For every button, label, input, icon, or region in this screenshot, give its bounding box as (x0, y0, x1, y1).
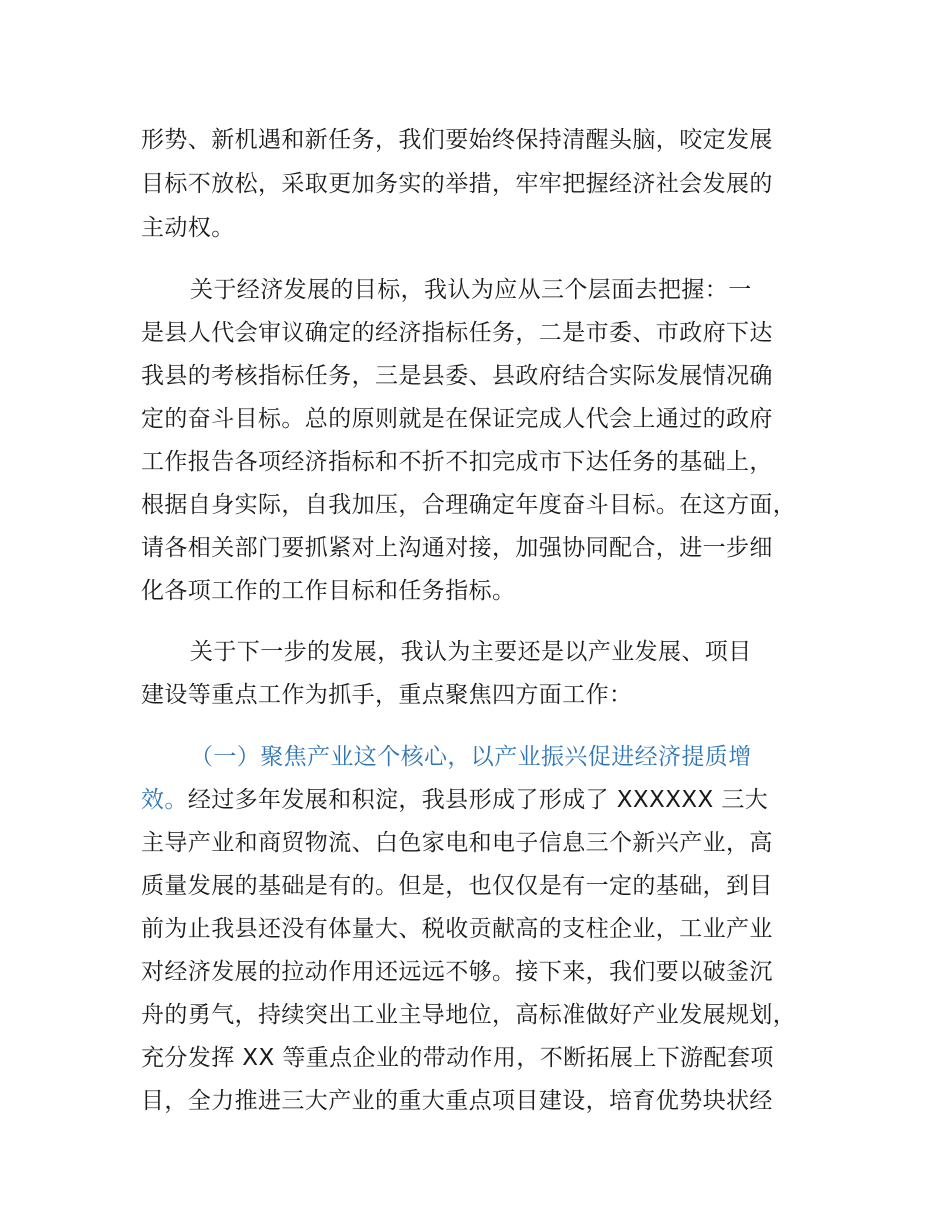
paragraph-4-line-1-text: 经过多年发展和积淀，我县形成了形成了 XXXXXX 三大 (187, 787, 769, 813)
paragraph-2-line-6: 根据自身实际，自我加压，合理确定年度奋斗目标。在这方面， (141, 492, 797, 518)
paragraph-4-line-3: 质量发展的基础是有的。但是，也仅仅是有一定的基础，到目 (141, 873, 773, 899)
paragraph-2-line-4: 定的奋斗目标。总的原则就是在保证完成人代会上通过的政府 (141, 406, 773, 432)
paragraph-3-line-1: 关于下一步的发展，我认为主要还是以产业发展、项目 (190, 639, 752, 665)
paragraph-3-line-2: 建设等重点工作为抓手，重点聚焦四方面工作： (141, 682, 633, 708)
paragraph-4-line-7: 充分发挥 XX 等重点企业的带动作用，不断拓展上下游配套项 (141, 1045, 774, 1071)
paragraph-4-line-1 (141, 785, 768, 815)
paragraph-1-line-1: 形势、新机遇和新任务，我们要始终保持清醒头脑，咬定发展 (141, 127, 773, 153)
paragraph-2-line-5: 工作报告各项经济指标和不折不扣完成市下达任务的基础上， (141, 449, 773, 475)
section-heading-tail: 效。 (141, 787, 188, 813)
paragraph-2-line-7: 请各相关部门要抓紧对上沟通对接，加强协同配合，进一步细 (141, 535, 773, 561)
paragraph-1-line-2: 目标不放松，采取更加务实的举措，牢牢把握经济社会发展的 (141, 171, 773, 197)
paragraph-2-line-3: 我县的考核指标任务，三是县委、县政府结合实际发展情况确 (141, 363, 773, 389)
paragraph-4-line-6: 舟的勇气，持续突出工业主导地位，高标准做好产业发展规划， (141, 1002, 797, 1028)
paragraph-2-line-1: 关于经济发展的目标，我认为应从三个层面去把握：一 (190, 277, 752, 303)
paragraph-4-line-8: 目，全力推进三大产业的重大重点项目建设，培育优势块状经 (141, 1088, 773, 1114)
paragraph-2-line-8: 化各项工作的工作目标和任务指标。 (141, 578, 516, 604)
paragraph-4-line-4: 前为止我县还没有体量大、税收贡献高的支柱企业，工业产业 (141, 916, 773, 942)
paragraph-2-line-2: 是县人代会审议确定的经济指标任务，二是市委、市政府下达 (141, 320, 773, 346)
section-heading: （一）聚焦产业这个核心，以产业振兴促进经济提质增 (190, 744, 752, 770)
paragraph-4-line-2: 主导产业和商贸物流、白色家电和电子信息三个新兴产业，高 (141, 830, 773, 856)
paragraph-1-line-3: 主动权。 (141, 215, 235, 241)
paragraph-4-line-5: 对经济发展的拉动作用还远远不够。接下来，我们要以破釜沉 (141, 959, 773, 985)
